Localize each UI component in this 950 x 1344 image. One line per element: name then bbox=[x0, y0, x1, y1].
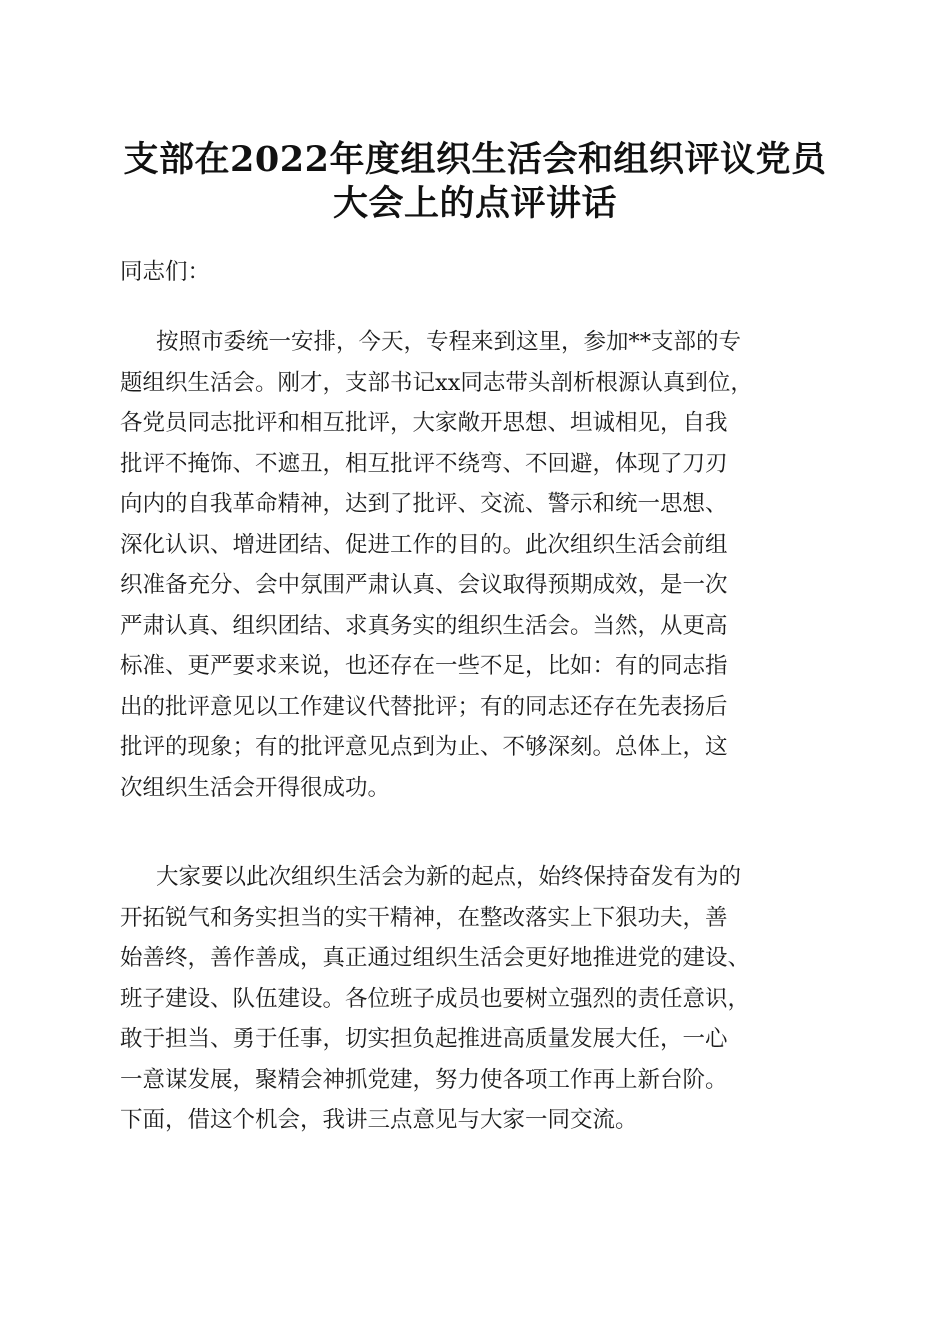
paragraph-line: 深化认识、增进团结、促进工作的目的。此次组织生活会前组 bbox=[120, 531, 728, 558]
paragraph-line: 次组织生活会开得很成功。 bbox=[120, 774, 391, 801]
paragraph-line: 班子建设、队伍建设。各位班子成员也要树立强烈的责任意识， bbox=[120, 985, 751, 1012]
document-title-line-2: 大会上的点评讲话 bbox=[332, 183, 617, 224]
paragraph-line: 大家要以此次组织生活会为新的起点，始终保持奋发有为的 bbox=[156, 864, 742, 890]
paragraph-line: 开拓锐气和务实担当的实干精神，在整改落实上下狠功夫，善 bbox=[120, 904, 728, 931]
paragraph-line: 题组织生活会。刚才，支部书记xx同志带头剖析根源认真到位， bbox=[120, 369, 753, 396]
paragraph-line: 向内的自我革命精神，达到了批评、交流、警示和统一思想、 bbox=[120, 491, 728, 517]
document-title-line-1: 支部在2022年度组织生活会和组织评议党员 bbox=[123, 139, 827, 180]
paragraph-line: 始善终，善作善成，真正通过组织生活会更好地推进党的建设、 bbox=[120, 945, 751, 971]
paragraph-line: 严肃认真、组织团结、求真务实的组织生活会。当然，从更高 bbox=[120, 612, 728, 639]
paragraph-line: 出的批评意见以工作建议代替批评；有的同志还存在先表扬后 bbox=[120, 693, 728, 720]
paragraph-line: 按照市委统一安排，今天，专程来到这里，参加**支部的专 bbox=[156, 329, 742, 355]
salutation: 同志们： bbox=[120, 259, 211, 285]
paragraph-line: 批评不掩饰、不遮丑，相互批评不绕弯、不回避，体现了刀刃 bbox=[120, 450, 728, 477]
paragraph-line: 标准、更严要求来说，也还存在一些不足，比如：有的同志指 bbox=[120, 653, 728, 679]
paragraph-line: 一意谋发展，聚精会神抓党建，努力使各项工作再上新台阶。 bbox=[120, 1066, 728, 1093]
paragraph-line: 敢于担当、勇于任事，切实担负起推进高质量发展大任，一心 bbox=[120, 1026, 728, 1052]
paragraph-1 bbox=[120, 322, 832, 808]
paragraph-line: 织准备充分、会中氛围严肃认真、会议取得预期成效，是一次 bbox=[120, 572, 728, 598]
paragraph-line: 下面，借这个机会，我讲三点意见与大家一同交流。 bbox=[120, 1107, 638, 1133]
paragraph-line: 批评的现象；有的批评意见点到为止、不够深刻。总体上，这 bbox=[120, 734, 728, 760]
paragraph-2 bbox=[120, 857, 832, 1141]
paragraph-line: 各党员同志批评和相互批评，大家敞开思想、坦诚相见，自我 bbox=[120, 410, 728, 436]
